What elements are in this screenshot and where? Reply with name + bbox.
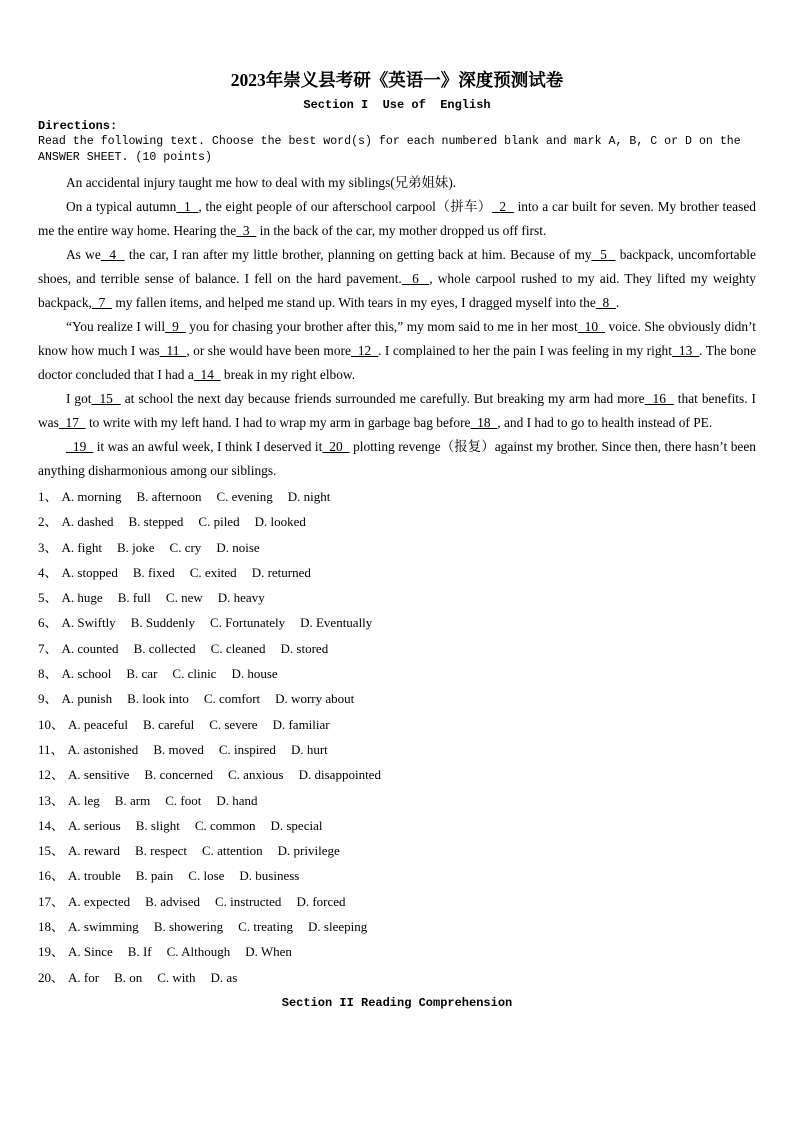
option-B: B. moved	[153, 741, 204, 757]
cloze-blank-7: 7	[91, 295, 112, 310]
cloze-blank-1: 1	[176, 199, 199, 214]
cloze-blank-13: 13	[671, 343, 700, 358]
option-D: D. noise	[216, 539, 260, 555]
option-C: C. instructed	[215, 893, 282, 909]
option-A: A. morning	[61, 489, 122, 504]
question-5	[38, 585, 756, 610]
option-B: B. concerned	[144, 767, 213, 783]
question-18	[38, 914, 756, 939]
option-B: B. collected	[133, 640, 196, 656]
option-D: D. stored	[280, 640, 329, 656]
option-B: B. slight	[135, 817, 180, 833]
cloze-blank-19: 19	[66, 439, 94, 454]
question-11	[38, 737, 756, 762]
option-C: C. cleaned	[210, 640, 266, 656]
question-3	[38, 535, 756, 560]
option-D: D. Eventually	[300, 615, 373, 631]
cloze-blank-3: 3	[236, 223, 257, 238]
cloze-blank-4: 4	[100, 247, 125, 262]
directions-label: Directions:	[38, 119, 118, 133]
option-D: D. privilege	[277, 843, 340, 859]
option-C: C. Although	[166, 944, 231, 960]
option-C: C. with	[157, 969, 196, 985]
option-B: B. stepped	[128, 514, 184, 530]
option-A: A. fight	[61, 539, 102, 555]
section1-heading: Section I Use of English	[303, 98, 491, 112]
option-A: A. expected	[68, 893, 131, 909]
option-B: B. showering	[153, 919, 224, 935]
option-A: A. Since	[68, 944, 113, 960]
cloze-blank-14: 14	[193, 367, 221, 382]
option-D: D. looked	[254, 514, 306, 530]
question-14	[38, 813, 756, 838]
question-19	[38, 939, 756, 964]
cloze-blank-6: 6	[401, 271, 430, 286]
option-D: D. forced	[296, 893, 346, 909]
option-B: B. careful	[142, 716, 195, 732]
option-A: A. reward	[68, 843, 120, 859]
option-A: A. peaceful	[68, 716, 128, 732]
question-number: 2、	[38, 514, 58, 530]
question-20	[38, 965, 756, 990]
option-C: C. clinic	[172, 666, 217, 682]
option-A: A. for	[68, 969, 100, 985]
question-10	[38, 712, 756, 737]
directions-text: Read the following text. Choose the best word(s) for each numbered blank and mark A, B, C or D on the ANSWER SHEET. (10 points)	[38, 135, 741, 164]
question-7	[38, 636, 756, 661]
cloze-blank-17: 17	[58, 415, 86, 430]
option-D: D. house	[231, 666, 278, 682]
question-8	[38, 661, 756, 686]
question-list	[38, 484, 756, 990]
option-C: C. severe	[209, 716, 258, 732]
option-C: C. anxious	[228, 767, 284, 783]
option-D: D. worry about	[275, 691, 355, 707]
question-number: 4、	[38, 564, 58, 580]
passage-paragraph: I got 15 at school the next day because friends surrounded me carefully. But breaking my arm had more 16 that benefits. I was 17 to write with my left hand. I had to wrap my arm in garbage bag before 18 , and I had to go to health instead of PE.	[38, 391, 756, 430]
question-1	[38, 484, 756, 509]
question-9	[38, 686, 756, 711]
option-C: C. attention	[201, 843, 263, 859]
option-C: C. treating	[238, 919, 294, 935]
option-C: C. new	[165, 590, 203, 606]
question-number: 9、	[38, 691, 58, 707]
option-A: A. serious	[68, 817, 121, 833]
question-number: 12、	[38, 767, 65, 783]
option-B: B. afternoon	[136, 489, 202, 504]
option-B: B. Suddenly	[130, 615, 195, 631]
option-C: C. piled	[198, 514, 240, 530]
option-D: D. sleeping	[308, 919, 368, 935]
passage-paragraph: 19 it was an awful week, I think I deserved it 20 plotting revenge（报复）against my brother. Since then, there hasn’t been anything disharmonious among our siblings.	[38, 439, 756, 478]
option-C: C. exited	[189, 564, 237, 580]
option-C: C. common	[194, 817, 256, 833]
option-B: B. advised	[145, 893, 200, 909]
cloze-blank-12: 12	[350, 343, 379, 358]
question-number: 15、	[38, 843, 65, 859]
question-12	[38, 762, 756, 787]
option-D: D. night	[287, 489, 331, 504]
option-D: D. disappointed	[298, 767, 381, 783]
option-D: D. as	[210, 969, 238, 985]
option-A: A. huge	[61, 590, 103, 606]
option-A: A. leg	[68, 792, 100, 808]
question-number: 16、	[38, 868, 65, 884]
page-title: 2023年崇义县考研《英语一》深度预测试卷	[230, 70, 564, 90]
option-B: B. car	[126, 666, 158, 682]
option-C: C. lose	[188, 868, 225, 884]
question-number: 20、	[38, 969, 65, 985]
option-A: A. astonished	[67, 741, 139, 757]
option-D: D. hand	[216, 792, 258, 808]
option-B: B. If	[127, 944, 152, 960]
option-B: B. fixed	[132, 564, 175, 580]
option-C: C. evening	[216, 489, 273, 504]
question-number: 7、	[38, 640, 58, 656]
question-6	[38, 610, 756, 635]
cloze-blank-20: 20	[322, 439, 350, 454]
passage-paragraph: An accidental injury taught me how to deal with my siblings(兄弟姐妹).	[66, 175, 457, 190]
option-A: A. Swiftly	[61, 615, 116, 631]
option-D: D. hurt	[290, 741, 328, 757]
cloze-blank-11: 11	[159, 343, 187, 358]
cloze-blank-9: 9	[165, 319, 186, 334]
question-2	[38, 509, 756, 534]
option-A: A. school	[61, 666, 112, 682]
option-C: C. comfort	[203, 691, 261, 707]
cloze-blank-2: 2	[491, 199, 514, 214]
option-A: A. swimming	[68, 919, 139, 935]
option-A: A. stopped	[61, 564, 118, 580]
passage-paragraph: On a typical autumn 1 , the eight people of our afterschool carpool（拼车） 2 into a car built for seven. My brother teased me the entire way home. Hearing the 3 in the back of the car, my mother dropped us off first.	[38, 199, 756, 238]
question-number: 17、	[38, 893, 65, 909]
option-D: D. business	[239, 868, 300, 884]
option-B: B. look into	[127, 691, 189, 707]
question-number: 14、	[38, 817, 65, 833]
cloze-blank-18: 18	[470, 415, 498, 430]
question-number: 19、	[38, 944, 65, 960]
cloze-blank-16: 16	[644, 391, 674, 406]
option-A: A. counted	[61, 640, 119, 656]
option-A: A. punish	[61, 691, 113, 707]
option-D: D. When	[245, 944, 292, 960]
cloze-passage	[38, 171, 756, 483]
option-B: B. full	[117, 590, 151, 606]
option-C: C. inspired	[218, 741, 276, 757]
question-16	[38, 863, 756, 888]
cloze-blank-15: 15	[91, 391, 121, 406]
question-13	[38, 788, 756, 813]
option-D: D. familiar	[272, 716, 330, 732]
cloze-blank-5: 5	[591, 247, 616, 262]
passage-paragraph: As we 4 the car, I ran after my little brother, planning on getting back at him. Because of my 5 backpack, uncomfortable shoes, and terrible sense of balance. I fell on the hard pavement. 6 , whole carpool rushed to my aid. They lifted my weighty backpack, 7 my fallen items, and helped me stand up. With tears in my eyes, I dragged myself into the 8 .	[38, 247, 756, 310]
option-C: C. foot	[165, 792, 202, 808]
question-number: 6、	[38, 615, 58, 631]
option-B: B. pain	[135, 868, 174, 884]
question-number: 18、	[38, 919, 65, 935]
option-D: D. special	[270, 817, 323, 833]
option-A: A. sensitive	[68, 767, 130, 783]
passage-paragraph: “You realize I will 9 you for chasing your brother after this,” my mom said to me in her most 10 voice. She obviously didn’t know how much I was 11 , or she would have been more 12 . I complained to her the pain I was feeling in my right 13 . The bone doctor concluded that I had a 14 break in my right elbow.	[38, 319, 757, 382]
cloze-blank-8: 8	[595, 295, 616, 310]
option-C: C. Fortunately	[209, 615, 286, 631]
question-number: 11、	[38, 741, 64, 757]
option-C: C. cry	[169, 539, 202, 555]
option-D: D. returned	[251, 564, 311, 580]
question-number: 13、	[38, 792, 65, 808]
option-B: B. on	[114, 969, 143, 985]
question-number: 1、	[38, 489, 58, 504]
option-B: B. respect	[135, 843, 187, 859]
option-B: B. joke	[116, 539, 155, 555]
question-number: 3、	[38, 539, 58, 555]
question-15	[38, 838, 756, 863]
question-4	[38, 560, 756, 585]
question-number: 8、	[38, 666, 58, 682]
option-B: B. arm	[114, 792, 151, 808]
question-number: 10、	[38, 716, 65, 732]
question-number: 5、	[38, 590, 58, 606]
option-D: D. heavy	[217, 590, 265, 606]
cloze-blank-10: 10	[577, 319, 606, 334]
option-A: A. trouble	[68, 868, 121, 884]
question-17	[38, 889, 756, 914]
option-A: A. dashed	[61, 514, 114, 530]
section2-heading: Section II Reading Comprehension	[281, 995, 513, 1010]
